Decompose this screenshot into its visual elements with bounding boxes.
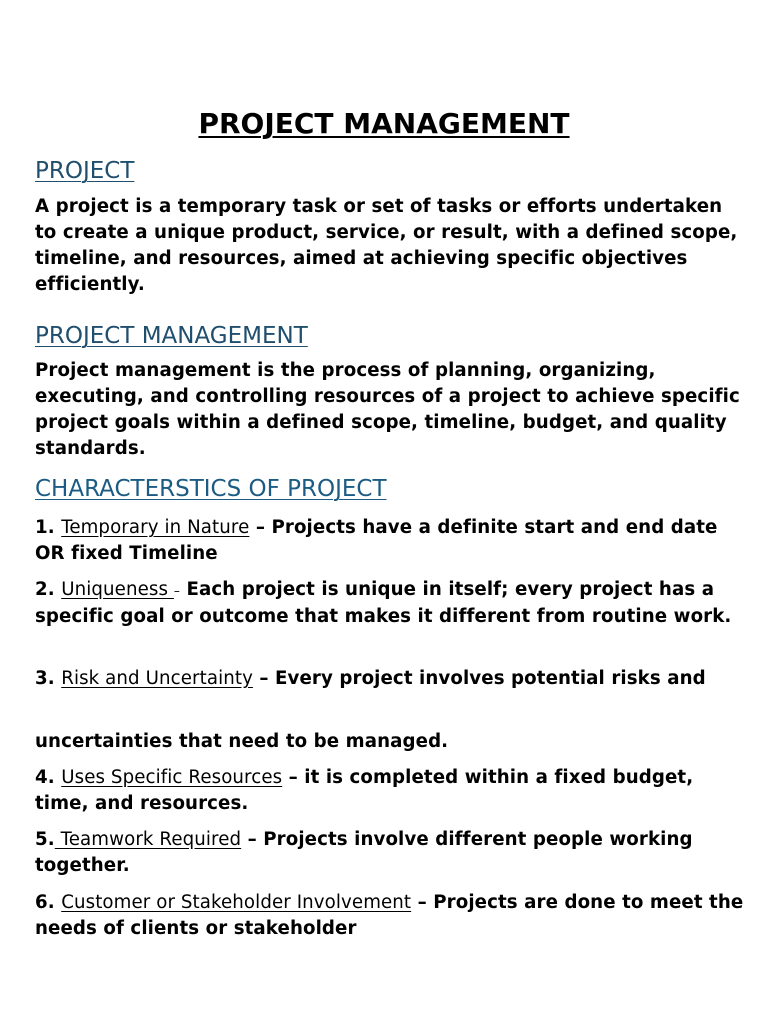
paragraph-project-definition: A project is a temporary task or set of tasks or efforts undertaken to create a unique product, service, or result, with a defined scope, timeline, and resources, aimed at achieving specific objectives efficiently. [35,196,738,295]
characteristic-term: Temporary in Nature [61,517,250,538]
heading-project: PROJECT [35,158,135,184]
characteristic-item: 3. Risk and Uncertainty – Every project involves potential risks and [35,668,706,689]
characteristic-item: 6. Customer or Stakeholder Involvement – Projects are done to meet the needs of clients or stakeholder [35,892,744,939]
characteristic-term: Uses Specific Resources [61,767,283,788]
characteristic-term: Uniqueness [61,579,174,600]
characteristic-item: 1. Temporary in Nature – Projects have a definite start and end date OR fixed Timeline [35,517,718,564]
characteristic-item: 5. Teamwork Required – Projects involve different people working together. [35,829,693,876]
characteristic-item: 4. Uses Specific Resources – it is completed within a fixed budget, time, and resources. [35,767,694,814]
characteristic-term: Teamwork Required [54,829,242,850]
characteristic-continuation: uncertainties that need to be managed. [35,731,449,752]
heading-characteristics: CHARACTERSTICS OF PROJECT [35,476,387,502]
heading-project-management: PROJECT MANAGEMENT [35,323,308,349]
characteristic-item: 2. Uniqueness – Each project is unique in itself; every project has a specific goal or outcome that makes it different from routine work. [35,579,732,627]
characteristic-term: Risk and Uncertainty [61,668,253,689]
paragraph-project-management-definition: Project management is the process of planning, organizing, executing, and controlling resources of a project to achieve specific project goals within a defined scope, timeline, budget, and quality standards. [35,360,740,459]
page-title [0,106,768,142]
characteristic-term: Customer or Stakeholder Involvement [61,892,412,913]
page-title-text: PROJECT MANAGEMENT [198,107,570,140]
